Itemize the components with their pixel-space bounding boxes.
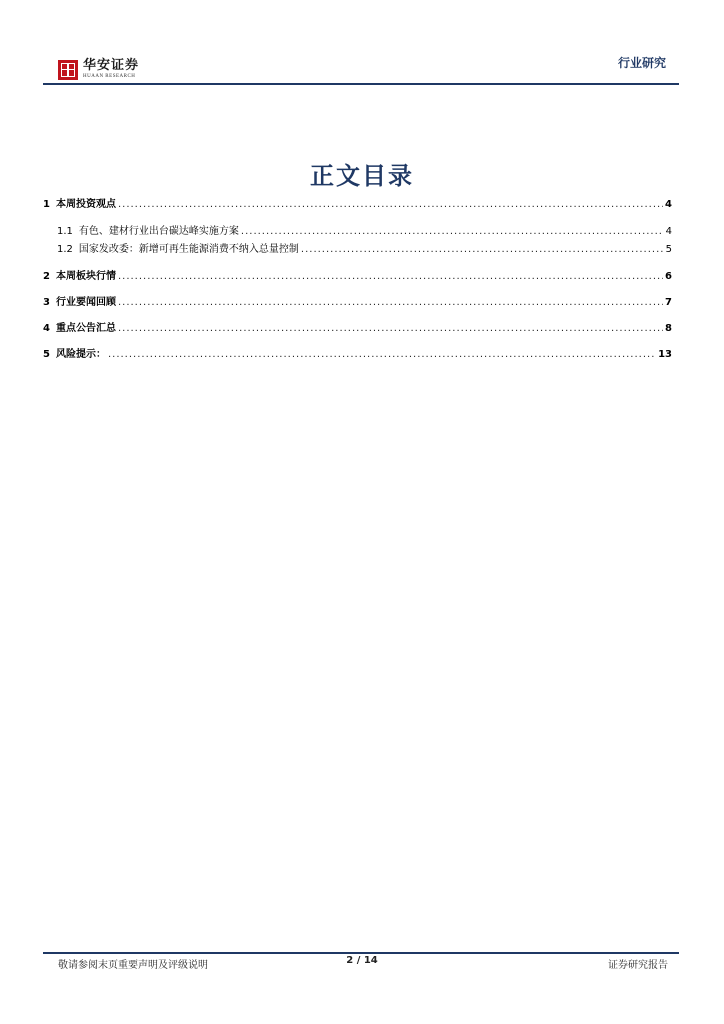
header-divider [43, 83, 679, 85]
toc-entry-1-2[interactable] [57, 243, 672, 257]
toc-entry-page: 6 [665, 271, 672, 282]
footer-divider [43, 952, 679, 954]
dot-leader [118, 296, 663, 310]
toc-entry-number: 1 [43, 199, 50, 210]
dot-leader [301, 243, 664, 257]
toc-entry-label: 本周投资观点 [55, 199, 116, 210]
seal-icon [58, 60, 78, 80]
toc-entry-label: 行业要闻回顾 [55, 297, 116, 308]
toc-entry-label: 国家发改委：新增可再生能源消费不纳入总量控制 [78, 244, 299, 255]
footer-doc-type: 证券研究报告 [608, 960, 668, 971]
toc-entry-number: 1.1 [57, 226, 73, 237]
dot-leader [241, 225, 664, 239]
toc-entry-1[interactable] [43, 198, 672, 212]
toc-entry-5[interactable] [43, 348, 672, 362]
toc-entry-label: 风险提示： [55, 349, 106, 360]
dot-leader [118, 198, 663, 212]
toc-entry-page: 8 [665, 323, 672, 334]
toc-entry-label: 重点公告汇总 [55, 323, 116, 334]
toc-entry-4[interactable] [43, 322, 672, 336]
toc-entry-number: 4 [43, 323, 50, 334]
page-indicator: 2 / 14 [346, 955, 378, 966]
toc-entry-3[interactable] [43, 296, 672, 310]
logo-english-name: HUAAN RESEARCH [83, 74, 136, 79]
toc-entry-number: 5 [43, 349, 50, 360]
toc-entry-number: 1.2 [57, 244, 73, 255]
toc-entry-number: 2 [43, 271, 50, 282]
company-logo [58, 59, 139, 80]
toc-entry-page: 4 [665, 199, 672, 210]
logo-chinese-name: 华安证券 [83, 58, 140, 73]
toc-entry-page: 4 [665, 226, 672, 237]
toc-entry-number: 3 [43, 297, 50, 308]
section-label: 行业研究 [617, 56, 666, 70]
dot-leader [118, 270, 663, 284]
toc-title: 正文目录 [310, 161, 414, 190]
toc-entry-2[interactable] [43, 270, 672, 284]
footer-disclaimer: 敬请参阅末页重要声明及评级说明 [58, 960, 208, 971]
toc-entry-page: 5 [665, 244, 672, 255]
toc-entry-label: 有色、建材行业出台碳达峰实施方案 [78, 226, 239, 237]
toc-entry-1-1[interactable] [57, 225, 672, 239]
toc-entry-label: 本周板块行情 [55, 271, 116, 282]
toc-entry-page: 13 [658, 349, 672, 360]
dot-leader [108, 348, 656, 362]
toc-entry-page: 7 [665, 297, 672, 308]
dot-leader [118, 322, 663, 336]
